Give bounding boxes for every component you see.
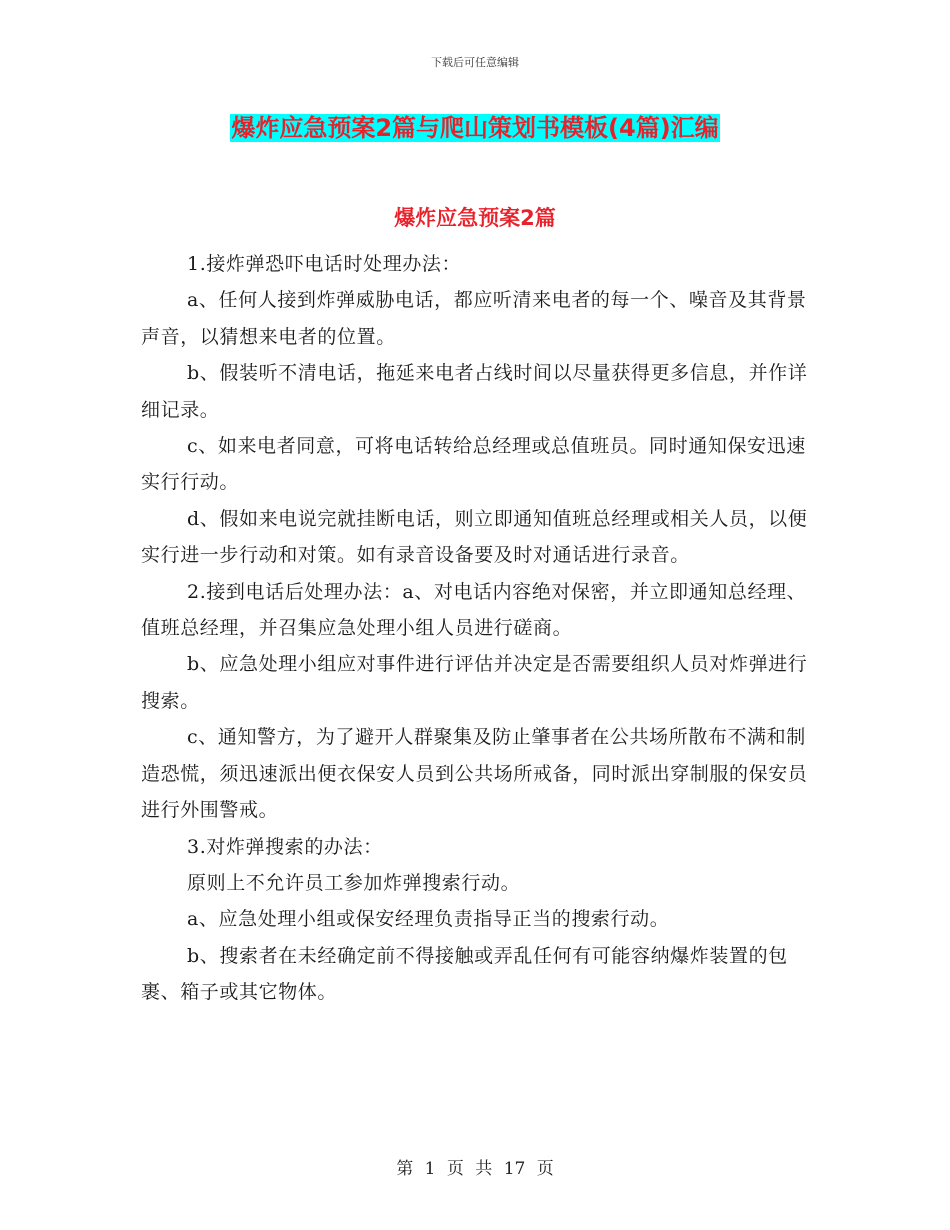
paragraph: b、搜索者在未经确定前不得接触或弄乱任何有可能容纳爆炸装置的包裹、箱子或其它物体。 [141,944,788,1004]
document-title-text: 爆炸应急预案2篇与爬山策划书模板(4篇)汇编 [231,114,719,142]
paragraph: d、假如来电说完就挂断电话，则立即通知值班总经理或相关人员，以便实行进一步行动和对策。如有录音设备要及时对通话进行录音。 [141,507,808,567]
paragraph: a、任何人接到炸弹威胁电话，都应听清来电者的每一个、噪音及其背景声音，以猜想来电者的位置。 [141,289,807,348]
document-body [141,246,811,1011]
paragraph: c、通知警方，为了避开人群聚集及防止肇事者在公共场所散布不满和制造恐慌，须迅速派出便衣保安人员到公共场所戒备，同时派出穿制服的保安员进行外围警戒。 [141,726,808,822]
paragraph: 原则上不允许员工参加炸弹搜索行动。 [187,871,521,894]
page-header-note: 下载后可任意编辑 [431,56,519,69]
paragraph: b、应急处理小组应对事件进行评估并决定是否需要组织人员对炸弹进行搜索。 [141,653,808,712]
document-title [0,112,950,144]
paragraph: 1.接炸弹恐吓电话时处理办法： [187,253,462,275]
paragraph: c、如来电者同意，可将电话转给总经理或总值班员。同时通知保安迅速实行行动。 [141,435,806,494]
paragraph: 2.接到电话后处理办法：a、对电话内容绝对保密，并立即通知总经理、值班总经理，并召集应急处理小组人员进行磋商。 [141,580,807,640]
paragraph: a、应急处理小组或保安经理负责指导正当的搜索行动。 [187,908,670,931]
paragraph: b、假装听不清电话，拖延来电者占线时间以尽量获得更多信息，并作详细记录。 [141,362,808,421]
paragraph: 3.对炸弹搜索的办法： [187,835,383,858]
section-title: 爆炸应急预案2篇 [394,206,556,230]
page-number-footer: 第 1 页 共 17 页 [396,1159,554,1179]
